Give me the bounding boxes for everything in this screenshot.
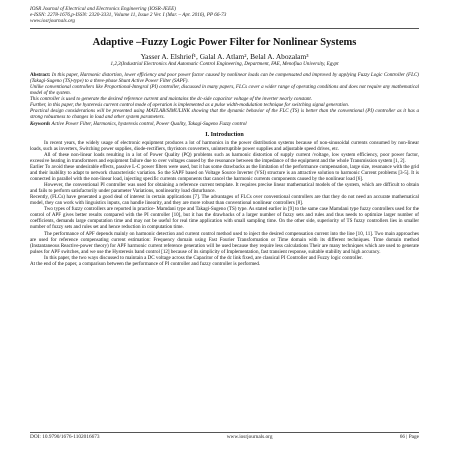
journal-issn: e-ISSN: 2278-1676,p-ISSN: 2320-3331, Volume 11, Issue 2 Ver. I (Mar. – Apr. 2016), PP 66-73: [30, 12, 227, 19]
paper-title: Adaptive –Fuzzy Logic Power Filter for Nonlinear Systems: [92, 36, 357, 48]
body-paragraph: At the end of the paper, a comparison between the performance of PI controller and fuzzy controller is performed.: [30, 260, 261, 267]
paper-authors: Yasser A. Elshrief¹, Galal A. Atlam², Belal A. Abozalam³: [140, 51, 309, 61]
footer-doi[interactable]: DOI: 10.9790/1676-1102016673: [30, 434, 100, 440]
section-heading: I. Introduction: [205, 131, 244, 138]
body-paragraph: Two types of fuzzy controllers are reported in practice- Mamdani type and Takagi-Sugeno (TS) type. As stated earlier in [9] to the same case Mamdani type fuzzy controllers used for the control of APF gives better results compared with the PI controller [10], but it has the drawbacks of a larger number of fuzzy sets and rules and thus needs to optimize larger number of coefficients, demands large computation time and may not be useful for real time application with small sampling time. On the other side, superiority of TS fuzzy controllers lies in smaller number of fuzzy sets and rules set and hence reduction in computation time.: [30, 206, 419, 231]
footer-website[interactable]: www.iosrjournals.org: [226, 434, 273, 440]
author-affiliation: 1,2,3(Industrial Electronics And Automatic Control Engineering, Department, FAE, Menofiua University, Egypt: [110, 60, 339, 67]
body-paragraph: Recently, (FLCs) have generated a good deal of interest in certain applications [7]. The advantages of FLCs over conventional controllers are that they do not need an accurate mathematical model, they can work with linguistics inputs, can handle linearity, and they are more robust than conventional nonlinear controllers [8].: [30, 194, 419, 207]
body-paragraph: In recent years, the widely usage of electronic equipment produces a lot of harmonics in the power distribution systems because of non-sinusoidal currents consumed by non-linear loads, such as inverters, Switching power supplies, diode-rectifiers, thyristors converters, uninterruptible power supplies and adjustable speed drives, etc.: [30, 139, 419, 152]
keywords-label: Keywords: [30, 120, 51, 127]
footer-divider: [30, 432, 419, 433]
body-paragraph: Earlier To avoid these undesirable effects, passive L-C power filters were used, but it has some drawbacks as the limitation of the performance compensation, large size, resonance with the grid and their inability to adapt to network characteristic variation. So the SAPF based on Voltage Source Inverter (VSI) structure is an attractive solution to harmonic Current problems [3-5]. It is connected in parallel with the non-linear load, injecting specific currents components that cancel the harmonic currents components caused by the nonlinear load [6].: [30, 164, 419, 183]
body-paragraph: However, the conventional PI controller was used for obtaining a reference current template. It requires precise linear mathematical models of the system, which are difficult to obtain and fails to perform satisfactorily under parameter Variations, nonlinearity load disturbance.: [30, 182, 419, 195]
body-paragraph: All of these non-linear loads resulting in a lot of Power Quality (PQ) problems such as harmonic distortion of supply current /voltage, low system efficiency, poor power factor, excessive heating in transformers and equipment failure due to over voltages caused by the resonance between the impedance of the equipment and the whole Transmission system [1, 2].: [30, 151, 419, 164]
abstract-paragraph: This controller is used to generate the desired reference current and maintains the dc-side capacitor voltage of the inverter nearly constant.: [30, 96, 313, 103]
abstract-label: Abstract:: [30, 71, 51, 78]
footer-page-number: 66 | Page: [399, 434, 419, 440]
introduction-body: [30, 140, 419, 267]
abstract-paragraph: Unlike conventional controllers like Proportional-Integral (PI) controller, discussed in many papers, FLCs cover a wider range of operating conditions and does not require any mathematical model of the system.: [30, 84, 419, 97]
journal-website[interactable]: www.iosrjournals.org: [30, 18, 75, 25]
keywords-text: Active Power Filter, Harmonics, hysteresis control, Power Quality, Takagi-Sugeno Fuzzy control: [51, 120, 247, 127]
abstract-paragraph: Further, in this paper, the hysteresis current control mode of operation is implemented as a pulse width-modulation technique for switching signal generation.: [30, 102, 350, 109]
body-paragraph: The performance of APF depends mainly on harmonic detection and current control method used to inject the desired compensation current into the line [10, 11]. Two main approaches are used for reference compensating current estimation: Frequency domain using Fast Fourier Transformation or Time domain with its different techniques. Time domain method (Instantaneous Reactive-power theory) for APF harmonic current reference generation will be used because they require less calculations Their are many techniques which are used to generate pulses for APF switches, and we use the Hysteresis band control [12] because of its simplicity of Implementation, fast transient response, suitable stability and high accuracy.: [30, 230, 419, 255]
body-paragraph: In this paper, the two ways discussed to maintain a DC voltage across the Capacitor of the dc link fixed, are classical PI Controller and Fuzzy logic controller.: [44, 254, 363, 261]
abstract: [30, 72, 419, 120]
journal-name: IOSR Journal of Electrical and Electronics Engineering (IOSR-JEEE): [30, 6, 177, 12]
abstract-paragraph: [30, 72, 419, 84]
abstract-text: In this paper, Harmonic distortion, lower efficiency and poor power factor caused by nonlinear loads can be compensated and improved by applying Fuzzy Logic Controller (FLC)(Takagi-Sugeno (TS)-type) to a three-phase Shunt Active Power Filter (SAPF).: [30, 71, 419, 84]
header-divider: [30, 28, 419, 29]
keywords: [30, 121, 419, 127]
journal-header: [30, 6, 419, 25]
page-footer: [30, 434, 419, 440]
abstract-paragraph: Practical design considerations will be presented using MATLAB/SIMULINK showing that the dynamic behavior of the FLC (TS) is better than the conventional (PI) controller as it has a strong robustness to changes in load and other system parameters.: [30, 108, 419, 121]
